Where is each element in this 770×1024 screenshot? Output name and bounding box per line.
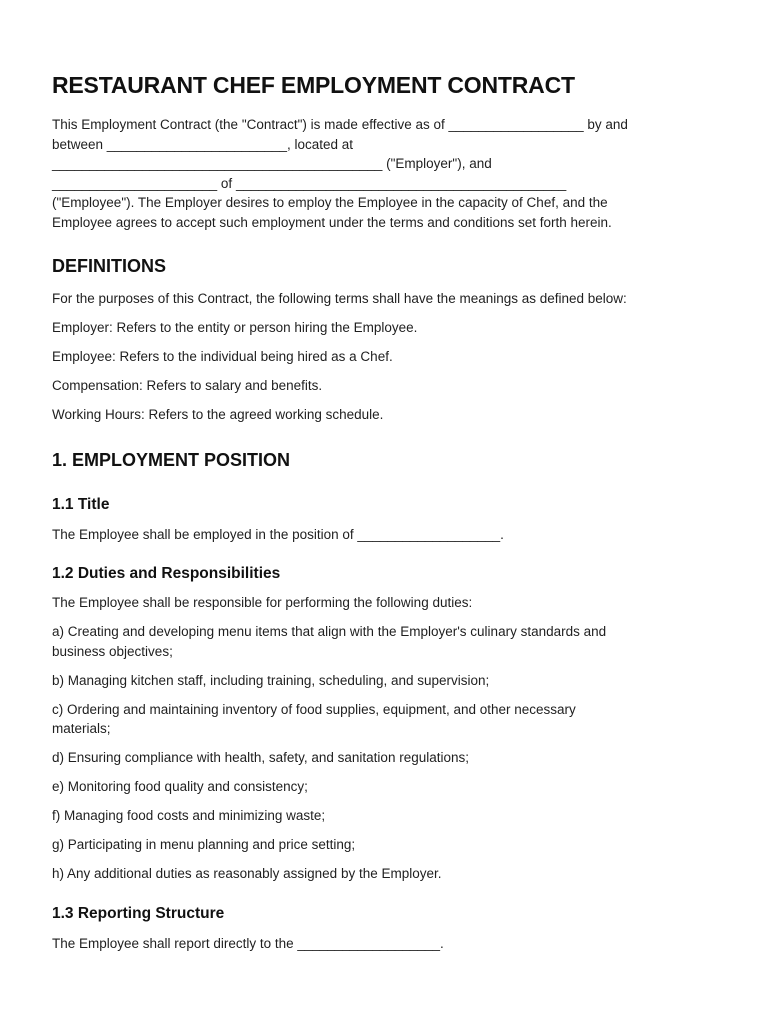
intro-line: between ________________________, located at bbox=[52, 136, 354, 152]
duty-line: a) Creating and developing menu items that align with the Employer's culinary standards and bbox=[52, 624, 607, 639]
duty-line: e) Monitoring food quality and consistency; bbox=[52, 779, 308, 794]
definition-item: Working Hours: Refers to the agreed working schedule. bbox=[52, 407, 384, 422]
subsection-heading-duties: 1.2 Duties and Responsibilities bbox=[52, 565, 281, 582]
duty-item bbox=[52, 777, 732, 797]
duty-line: business objectives; bbox=[52, 643, 173, 659]
duty-item bbox=[52, 748, 732, 768]
definitions-heading: DEFINITIONS bbox=[52, 256, 167, 276]
contract-document bbox=[52, 70, 732, 953]
duty-item bbox=[52, 835, 732, 855]
intro-line: This Employment Contract (the "Contract") is made effective as of __________________ by and bbox=[52, 117, 628, 132]
title-clause: The Employee shall be employed in the position of ___________________. bbox=[52, 526, 504, 542]
document-title: RESTAURANT CHEF EMPLOYMENT CONTRACT bbox=[52, 72, 575, 98]
duty-item bbox=[52, 622, 732, 661]
duty-item bbox=[52, 806, 732, 826]
definition-item: Compensation: Refers to salary and benefits. bbox=[52, 378, 323, 393]
duty-line: materials; bbox=[52, 721, 111, 736]
intro-paragraph bbox=[52, 115, 732, 232]
duty-item bbox=[52, 864, 732, 884]
reporting-clause: The Employee shall report directly to the ___________________. bbox=[52, 935, 444, 951]
subsection-heading-title: 1.1 Title bbox=[52, 495, 110, 513]
definition-item: Employee: Refers to the individual being hired as a Chef. bbox=[52, 349, 393, 364]
duty-line: d) Ensuring compliance with health, safety, and sanitation regulations; bbox=[52, 750, 469, 765]
intro-line: ______________________ of ____________________________________________ bbox=[52, 175, 567, 191]
duty-item bbox=[52, 671, 732, 691]
section-heading: 1. EMPLOYMENT POSITION bbox=[52, 449, 291, 470]
duties-intro: The Employee shall be responsible for performing the following duties: bbox=[52, 595, 473, 610]
duty-line: f) Managing food costs and minimizing waste; bbox=[52, 808, 326, 823]
intro-line: Employee agrees to accept such employment under the terms and conditions set forth herein. bbox=[52, 214, 612, 230]
duty-line: g) Participating in menu planning and price setting; bbox=[52, 837, 356, 852]
definitions-intro: For the purposes of this Contract, the following terms shall have the meanings as defined below: bbox=[52, 291, 627, 306]
duty-line: b) Managing kitchen staff, including training, scheduling, and supervision; bbox=[52, 672, 490, 688]
intro-line: ____________________________________________ ("Employer"), and bbox=[52, 156, 492, 171]
duty-line: c) Ordering and maintaining inventory of food supplies, equipment, and other necessary bbox=[52, 701, 576, 717]
intro-line: ("Employee"). The Employer desires to employ the Employee in the capacity of Chef, and the bbox=[52, 195, 608, 210]
duty-item bbox=[52, 700, 732, 739]
definition-item: Employer: Refers to the entity or person hiring the Employee. bbox=[52, 320, 418, 335]
subsection-heading-reporting: 1.3 Reporting Structure bbox=[52, 904, 225, 922]
duty-line: h) Any additional duties as reasonably assigned by the Employer. bbox=[52, 866, 442, 881]
